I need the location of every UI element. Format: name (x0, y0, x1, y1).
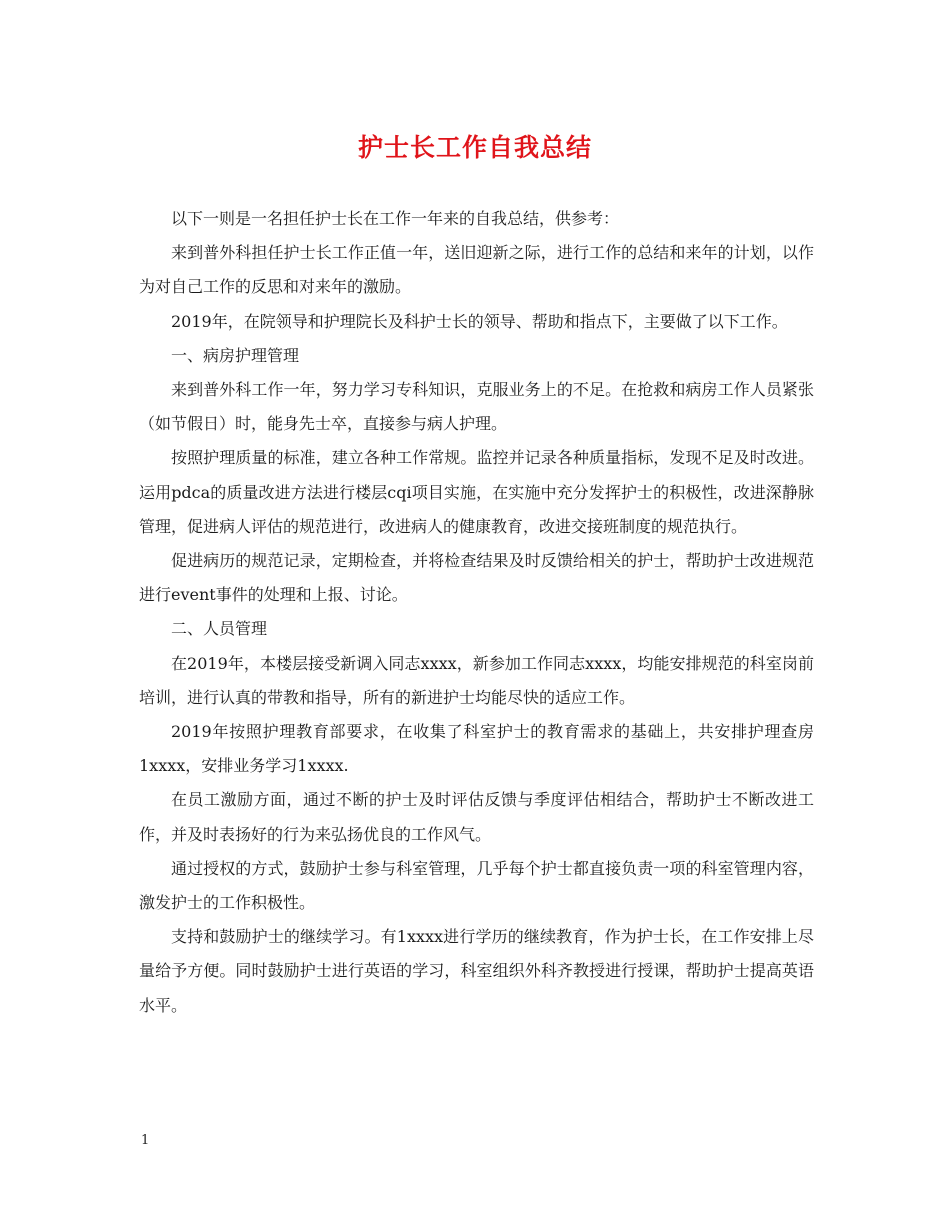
document-body (139, 202, 814, 1023)
paragraph: 在员工激励方面，通过不断的护士及时评估反馈与季度评估相结合，帮助护士不断改进工作，并及时表扬好的行为来弘扬优良的工作风气。 (139, 790, 814, 844)
section-heading: 二、人员管理 (171, 619, 268, 639)
section-heading: 一、病房护理管理 (171, 345, 300, 365)
paragraph: 2019年按照护理教育部要求，在收集了科室护士的教育需求的基础上，共安排护理查房1xxxx，安排业务学习1xxxx. (139, 722, 814, 776)
paragraph: 来到普外科担任护士长工作正值一年，送旧迎新之际，进行工作的总结和来年的计划，以作为对自己工作的反思和对来年的激励。 (139, 243, 814, 297)
paragraph: 促进病历的规范记录，定期检查，并将检查结果及时反馈给相关的护士，帮助护士改进规范进行event事件的处理和上报、讨论。 (139, 551, 814, 605)
document-title: 护士长工作自我总结 (357, 133, 592, 162)
paragraph-intro: 以下一则是一名担任护士长在工作一年来的自我总结，供参考： (171, 209, 620, 228)
paragraph: 支持和鼓励护士的继续学习。有1xxxx进行学历的继续教育，作为护士长，在工作安排上尽量给予方便。同时鼓励护士进行英语的学习，科室组织外科齐教授进行授课，帮助护士提高英语水平。 (139, 927, 814, 1015)
page-number: 1 (141, 1133, 150, 1148)
paragraph: 在2019年，本楼层接受新调入同志xxxx，新参加工作同志xxxx，均能安排规范的科室岗前培训，进行认真的带教和指导，所有的新进护士均能尽快的适应工作。 (139, 653, 814, 707)
paragraph: 2019年，在院领导和护理院长及科护士长的领导、帮助和指点下，主要做了以下工作。 (171, 311, 788, 331)
paragraph: 按照护理质量的标准，建立各种工作常规。监控并记录各种质量指标，发现不足及时改进。运用pdca的质量改进方法进行楼层cqi项目实施，在实施中充分发挥护士的积极性，改进深静脉管理，促进病人评估的规范进行，改进病人的健康教育，改进交接班制度的规范执行。 (139, 448, 814, 536)
paragraph: 通过授权的方式，鼓励护士参与科室管理，几乎每个护士都直接负责一项的科室管理内容，激发护士的工作积极性。 (139, 858, 814, 913)
paragraph: 来到普外科工作一年，努力学习专科知识，克服业务上的不足。在抢救和病房工作人员紧张（如节假日）时，能身先士卒，直接参与病人护理。 (139, 380, 814, 434)
